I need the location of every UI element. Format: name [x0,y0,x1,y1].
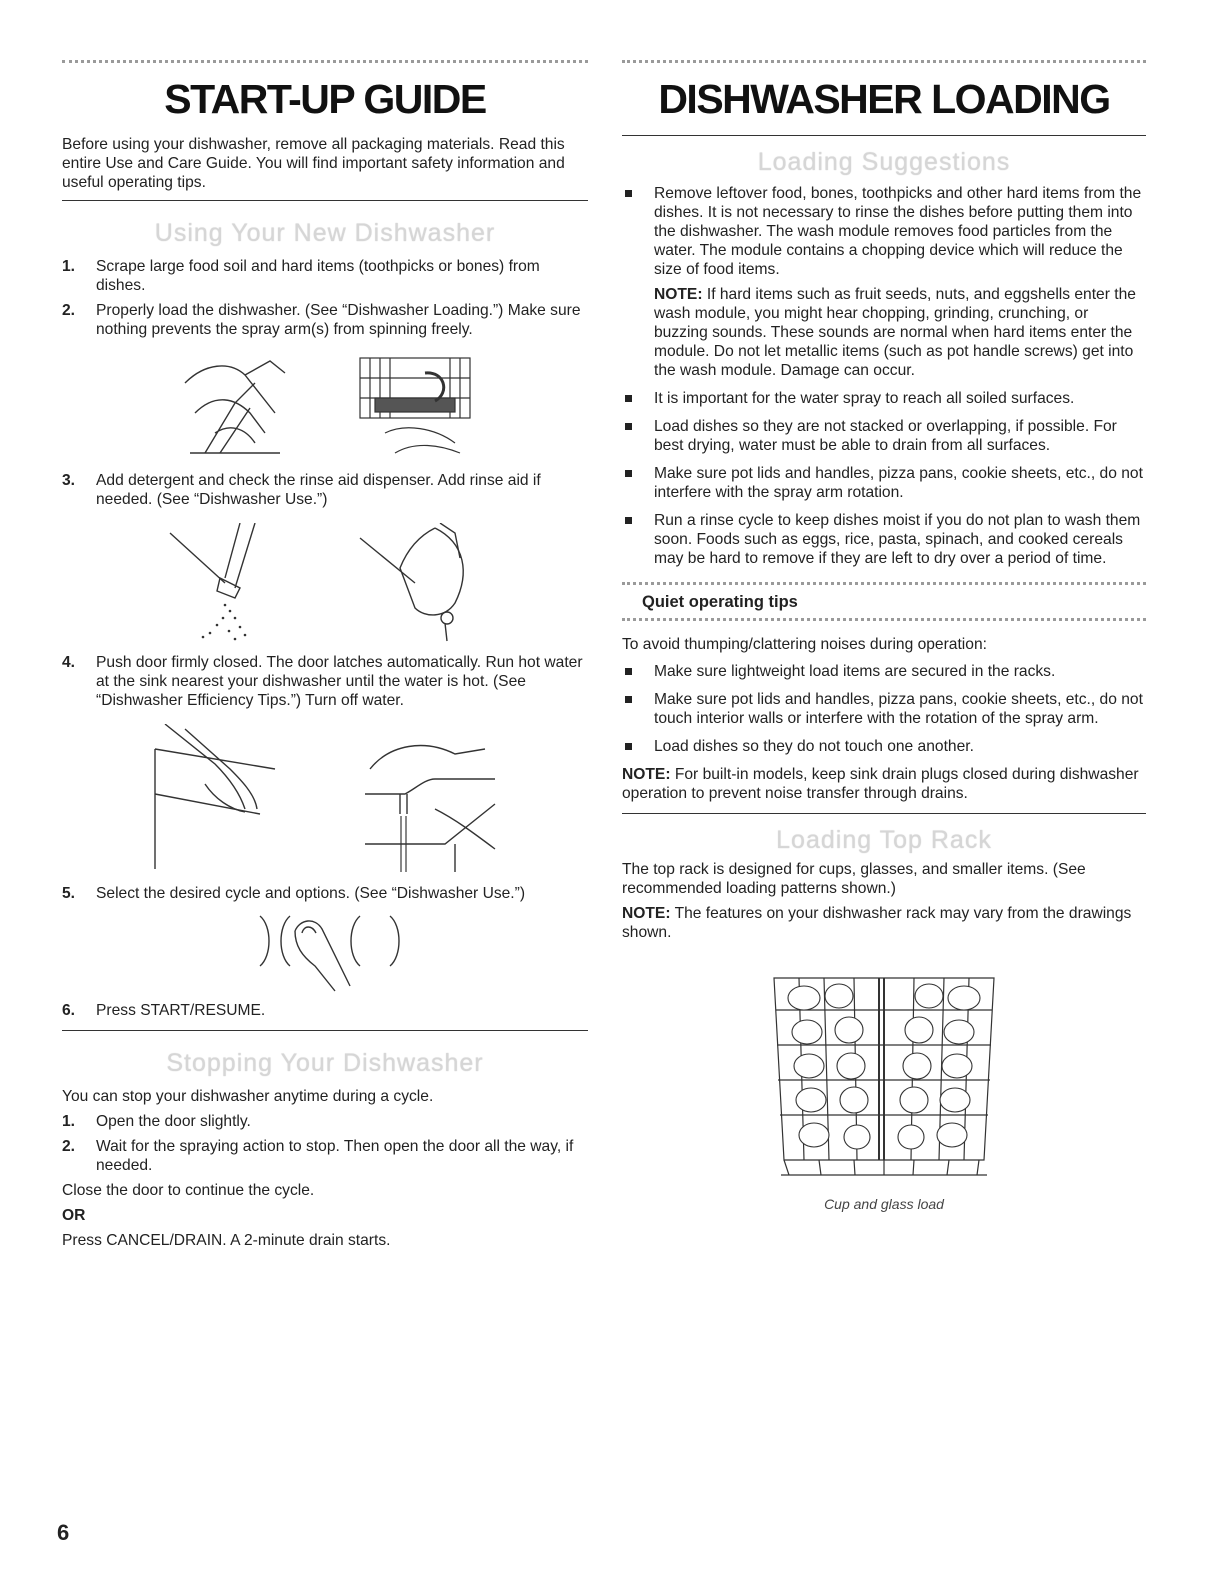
scrape-and-load-illustrations [62,353,588,461]
built-in-note: NOTE: For built-in models, keep sink drain plugs closed during dishwasher operation to prevent noise transfer through drains. [622,766,1139,802]
quiet-operating-tips-heading: Quiet operating tips [642,593,798,611]
loading-suggestions-list [622,184,1146,568]
step-3: 3. Add detergent and check the rinse aid dispenser. Add rinse aid if needed. (See “Dishwasher Use.”) [62,472,541,508]
stopping-dishwasher-heading: Stopping Your Dishwasher [166,1049,484,1077]
startup-steps-list [62,257,588,339]
select-cycle-illustration-wrap [62,911,588,993]
rack-features-note: NOTE: The features on your dishwasher rack may vary from the drawings shown. [622,905,1132,941]
suggestion-item: Make sure pot lids and handles, pizza pans, cookie sheets, etc., do not interfere with the spray arm rotation. [622,464,1146,502]
stop-intro: You can stop your dishwasher anytime during a cycle. [62,1088,434,1105]
top-dotted-rule [62,60,588,63]
step-1: 1. Scrape large food soil and hard items (toothpicks or bones) from dishes. [62,258,540,294]
run-hot-water-illustration [345,724,505,872]
step-5: 5. Select the desired cycle and options. (See “Dishwasher Use.”) [62,885,526,902]
suggestion-item: Run a rinse cycle to keep dishes moist if you do not plan to wash them soon. Foods such as eggs, rice, pasta, spinach, and cooked cereals may be hard to remove if they are left to dry over a period of time. [622,511,1146,568]
quiet-tip-item: Make sure lightweight load items are secured in the racks. [622,662,1146,681]
close-door-illustration [145,724,285,872]
loading-suggestions-heading: Loading Suggestions [757,148,1011,176]
section-divider-2 [62,1030,588,1031]
top-rack-illustration-wrap [622,970,1146,1188]
step-6: 6. Press START/RESUME. [62,1002,266,1019]
startup-steps-list-4 [62,884,588,903]
startup-steps-list-2 [62,471,588,509]
section-divider-right [622,135,1146,136]
spray-arm-illustration [355,353,475,459]
scrape-dishes-illustration [175,353,295,459]
step-4: 4. Push door firmly closed. The door latches automatically. Run hot water at the sink nearest your dishwasher until the water is hot. (See “Dishwasher Efficiency Tips.”) Turn off water. [62,654,583,709]
quiet-intro: To avoid thumping/clattering noises during operation: [622,636,987,653]
start-up-guide-title: START-UP GUIDE [164,76,486,122]
suggestion-item: Load dishes so they are not stacked or overlapping, if possible. For best drying, water must be able to drain from all surfaces. [622,417,1146,455]
quiet-tip-item: Load dishes so they do not touch one another. [622,737,1146,756]
startup-steps-list-5 [62,1001,588,1020]
chopping-note: NOTE: If hard items such as fruit seeds, nuts, and eggshells enter the wash module, you might hear chopping, grinding, crunching, or buzzing sounds. These sounds are normal when hard items enter the module. Do not let metallic items (such as pot handle screws) get into the wash module. Damage can occur. [654,286,1136,379]
quiet-tips-bottom-rule [622,618,1146,621]
stop-close-text: Close the door to continue the cycle. [62,1182,315,1199]
door-and-faucet-illustrations [62,724,588,874]
rack-caption: Cup and glass load [824,1196,944,1212]
using-dishwasher-heading: Using Your New Dishwasher [154,219,496,247]
start-up-guide-column [62,60,588,1250]
detergent-illustrations [62,523,588,643]
section-divider [62,200,588,201]
top-rack-text: The top rack is designed for cups, glasses, and smaller items. (See recommended loading patterns shown.) [622,861,1086,897]
section-divider-right-2 [622,813,1146,814]
rinse-aid-illustration [355,523,485,643]
quiet-tip-item: Make sure pot lids and handles, pizza pans, cookie sheets, etc., do not touch interior walls or interfere with the rotation of the spray arm. [622,690,1146,728]
startup-steps-list-3 [62,653,588,710]
intro-paragraph: Before using your dishwasher, remove all packaging materials. Read this entire Use and Care Guide. You will find important safety information and useful operating tips. [62,136,565,191]
stop-step-2: 2. Wait for the spraying action to stop. Then open the door all the way, if needed. [62,1138,574,1174]
dishwasher-loading-title: DISHWASHER LOADING [658,76,1110,122]
top-dotted-rule-right [622,60,1146,63]
cup-and-glass-rack-illustration [759,970,1009,1188]
select-cycle-illustration [240,911,410,993]
cancel-drain-text: Press CANCEL/DRAIN. A 2-minute drain starts. [62,1232,391,1249]
suggestion-item: Remove leftover food, bones, toothpicks and other hard items from the dishes. It is not necessary to rinse the dishes before putting them into the dishwasher. The wash module removes food particles from the water. The module contains a chopping device which will reduce the size of food items. NOTE: If hard items such as fruit seeds, nuts, and eggshells enter the wash module, you might hear chopping, grinding, crunching, or buzzing sounds. These sounds are normal when hard items enter the module. Do not let metallic items (such as pot handle screws) get into the wash module. Damage can occur. [622,184,1146,380]
page-number: 6 [57,1520,70,1545]
dishwasher-loading-column [622,60,1146,1212]
detergent-pour-illustration [165,523,295,643]
quiet-tips-list [622,662,1146,756]
stop-steps-list [62,1112,588,1175]
suggestion-item: It is important for the water spray to reach all soiled surfaces. [622,389,1146,408]
loading-top-rack-heading: Loading Top Rack [776,826,992,854]
stop-step-1: 1. Open the door slightly. [62,1113,251,1130]
step-2: 2. Properly load the dishwasher. (See “Dishwasher Loading.”) Make sure nothing prevents the spray arm(s) from spinning freely. [62,302,581,338]
or-label: OR [62,1207,86,1224]
